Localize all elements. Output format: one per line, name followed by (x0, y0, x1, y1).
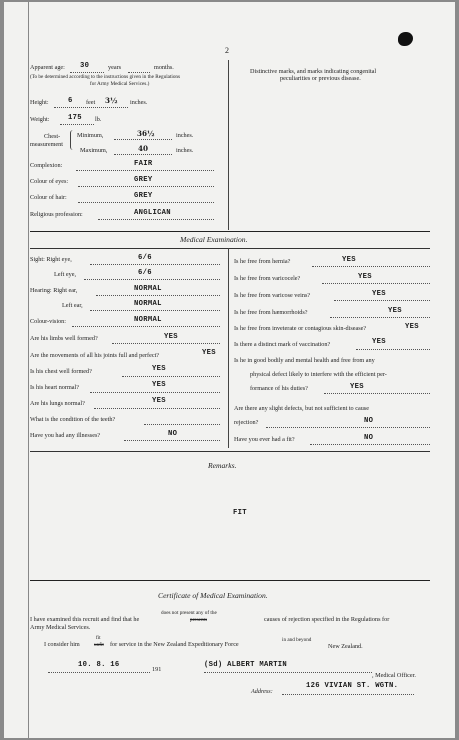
complexion-value: FAIR (134, 160, 153, 168)
medical-top-rule (30, 231, 430, 232)
varicocele-rule (322, 283, 430, 284)
hearing-left-label: Left ear, (62, 302, 83, 309)
certificate-line3d: New Zealand. (328, 643, 363, 650)
certificate-year-prefix: 191 (152, 666, 162, 673)
heart-rule (90, 392, 220, 393)
hernia-rule (312, 266, 430, 267)
hearing-right-rule (96, 295, 220, 296)
weight-value: 175 (68, 114, 82, 122)
varicose-value: YES (372, 290, 386, 298)
chest-formed-rule (122, 376, 220, 377)
certificate-line3c: in and beyond (282, 637, 312, 643)
medical-exam-heading: Medical Examination. (180, 235, 248, 244)
chest-inches-label-1: inches. (176, 132, 194, 139)
medical-officer-label: , Medical Officer. (372, 672, 416, 679)
height-inches-value: 3½ (105, 96, 118, 105)
address-value: 126 VIVIAN ST. WGTN. (306, 682, 399, 690)
limbs-label: Are his limbs well formed? (30, 335, 98, 342)
certificate-line1a: I have examined this recruit and find that he (30, 616, 140, 623)
skin-label: Is he free from inveterate or contagious skin-disease? (234, 325, 367, 332)
lungs-value: YES (152, 397, 166, 405)
eyes-rule (78, 186, 214, 187)
defects-line1: Are there any slight defects, but not sufficient to cause (234, 405, 369, 412)
certificate-line1-struck: presents (190, 617, 207, 623)
lungs-rule (94, 408, 220, 409)
hernia-value: YES (342, 256, 356, 264)
haemorrhoids-label: Is he free from hæmorrhoids? (234, 309, 308, 316)
weight-label: Weight: (30, 116, 50, 123)
chest-formed-value: YES (152, 365, 166, 373)
limbs-rule (112, 343, 220, 344)
inches-label: inches. (130, 99, 148, 106)
sight-right-value: 6/6 (138, 254, 152, 262)
medical-officer-rule (204, 672, 372, 673)
hair-label: Colour of hair: (30, 194, 67, 201)
religion-label: Religious profession: (30, 211, 83, 218)
certificate-fit: fit (96, 635, 101, 641)
minimum-label: Minimum, (77, 132, 104, 139)
sight-left-value: 6/6 (138, 269, 152, 277)
medical-heading-rule (30, 248, 430, 249)
certificate-date-rule (48, 672, 150, 673)
marks-label-line1: Distinctive marks, and marks indicating congenital (250, 68, 377, 75)
page-number: 2 (225, 46, 229, 55)
minimum-value: 36½ (137, 129, 155, 138)
certificate-line1b: causes of rejection specified in the Regulations for (264, 616, 390, 623)
religion-value: ANGLICAN (134, 209, 171, 217)
address-label: Address: (251, 688, 273, 695)
illnesses-rule (124, 440, 220, 441)
apparent-age-label: Apparent age: (30, 64, 65, 71)
complexion-rule (76, 170, 214, 171)
certificate-unfit: unfit (94, 642, 104, 648)
certificate-line3b: for service in the New Zealand Expeditionary Force (110, 641, 239, 648)
age-note-line2: for Army Medical Services.) (90, 81, 150, 87)
hair-value: GREY (134, 192, 153, 200)
colour-vision-label: Colour-vision: (30, 318, 66, 325)
varicose-label: Is he free from varicose veins? (234, 292, 311, 299)
remarks-heading: Remarks. (208, 461, 237, 470)
religion-rule (98, 219, 214, 220)
age-note-line1: (To be determined according to the instructions given in the Regulations (30, 74, 181, 80)
months-label: months. (154, 64, 174, 71)
vaccination-label: Is there a distinct mark of vaccination? (234, 341, 331, 348)
fit-value: NO (364, 434, 374, 442)
health-line3: formance of his duties? (250, 385, 308, 392)
maximum-rule (114, 154, 172, 155)
certificate-line2: Army Medical Services. (30, 624, 91, 631)
apparent-age-value: 30 (80, 62, 90, 70)
chest-formed-label: Is his chest well formed? (30, 368, 92, 375)
chest-label-1: Chest- (44, 133, 61, 140)
health-rule (324, 393, 430, 394)
eyes-value: GREY (134, 176, 153, 184)
sight-right-label: Sight: Right eye, (30, 256, 72, 263)
sight-right-rule (90, 264, 220, 265)
minimum-rule (114, 139, 172, 140)
months-rule (128, 72, 150, 73)
varicose-rule (334, 300, 430, 301)
defects-line2: rejection? (234, 419, 259, 426)
years-label: years (108, 64, 122, 71)
heart-value: YES (152, 381, 166, 389)
eyes-label: Colour of eyes: (30, 178, 69, 185)
sight-left-rule (84, 279, 220, 280)
illnesses-label: Have you had any illnesses? (30, 432, 101, 439)
certificate-heading: Certificate of Medical Examination. (158, 591, 268, 600)
certificate-line1-insert: does not present any of the (161, 610, 217, 616)
certificate-top-rule (30, 580, 430, 581)
upper-column-divider (228, 60, 229, 230)
skin-value: YES (405, 323, 419, 331)
ink-blot (398, 32, 413, 46)
teeth-label: What is the condition of the teeth? (30, 416, 116, 423)
height-label: Height: (30, 99, 49, 106)
health-line1: Is he in good bodily and mental health and free from any (234, 357, 375, 364)
illnesses-value: NO (168, 430, 178, 438)
chest-label-2: measurement (30, 141, 63, 148)
feet-label: feet (86, 99, 96, 106)
haemorrhoids-value: YES (388, 307, 402, 315)
hearing-right-label: Hearing: Right ear, (30, 287, 78, 294)
vaccination-rule (356, 349, 430, 350)
lb-label: lb. (95, 116, 102, 123)
complexion-label: Complexion: (30, 162, 63, 169)
hearing-left-rule (90, 310, 220, 311)
weight-rule (60, 124, 94, 125)
attestation-form-page (4, 2, 455, 738)
heart-label: Is his heart normal? (30, 384, 79, 391)
fit-label: Have you ever had a fit? (234, 436, 295, 443)
vaccination-value: YES (372, 338, 386, 346)
marks-label-line2: peculiarities or previous disease. (280, 75, 361, 82)
margin-rule (28, 2, 29, 738)
varicocele-label: Is he free from varicocele? (234, 275, 301, 282)
remarks-value: FIT (233, 509, 247, 517)
remarks-top-rule (30, 451, 430, 452)
varicocele-value: YES (358, 273, 372, 281)
fit-rule (310, 444, 430, 445)
defects-rule (266, 427, 430, 428)
hair-rule (78, 202, 214, 203)
teeth-rule (144, 424, 220, 425)
joints-value: YES (202, 349, 216, 357)
maximum-label: Maximum, (80, 147, 108, 154)
sight-left-label: Left eye, (54, 271, 76, 278)
chest-brace (70, 130, 75, 150)
age-rule (70, 72, 104, 73)
certificate-line3a: I consider him (44, 641, 80, 648)
height-rule (54, 107, 128, 108)
health-value: YES (350, 383, 364, 391)
colour-vision-rule (72, 326, 220, 327)
chest-inches-label-2: inches. (176, 147, 194, 154)
joints-label: Are the movements of all his joints full and perfect? (30, 352, 160, 359)
colour-vision-value: NORMAL (134, 316, 162, 324)
medical-column-divider (228, 248, 229, 448)
haemorrhoids-rule (330, 317, 430, 318)
limbs-value: YES (164, 333, 178, 341)
lungs-label: Are his lungs normal? (30, 400, 85, 407)
medical-officer-value: (Sd) ALBERT MARTIN (204, 661, 288, 669)
hearing-left-value: NORMAL (134, 300, 162, 308)
hernia-label: Is he free from hernia? (234, 258, 291, 265)
hearing-right-value: NORMAL (134, 285, 162, 293)
health-line2: physical defect likely to interfere with the efficient per- (250, 371, 387, 378)
certificate-date-value: 10. 8. 16 (78, 661, 120, 669)
address-rule (282, 694, 414, 695)
defects-value: NO (364, 417, 374, 425)
maximum-value: 40 (138, 144, 149, 153)
height-feet-value: 6 (68, 97, 73, 105)
